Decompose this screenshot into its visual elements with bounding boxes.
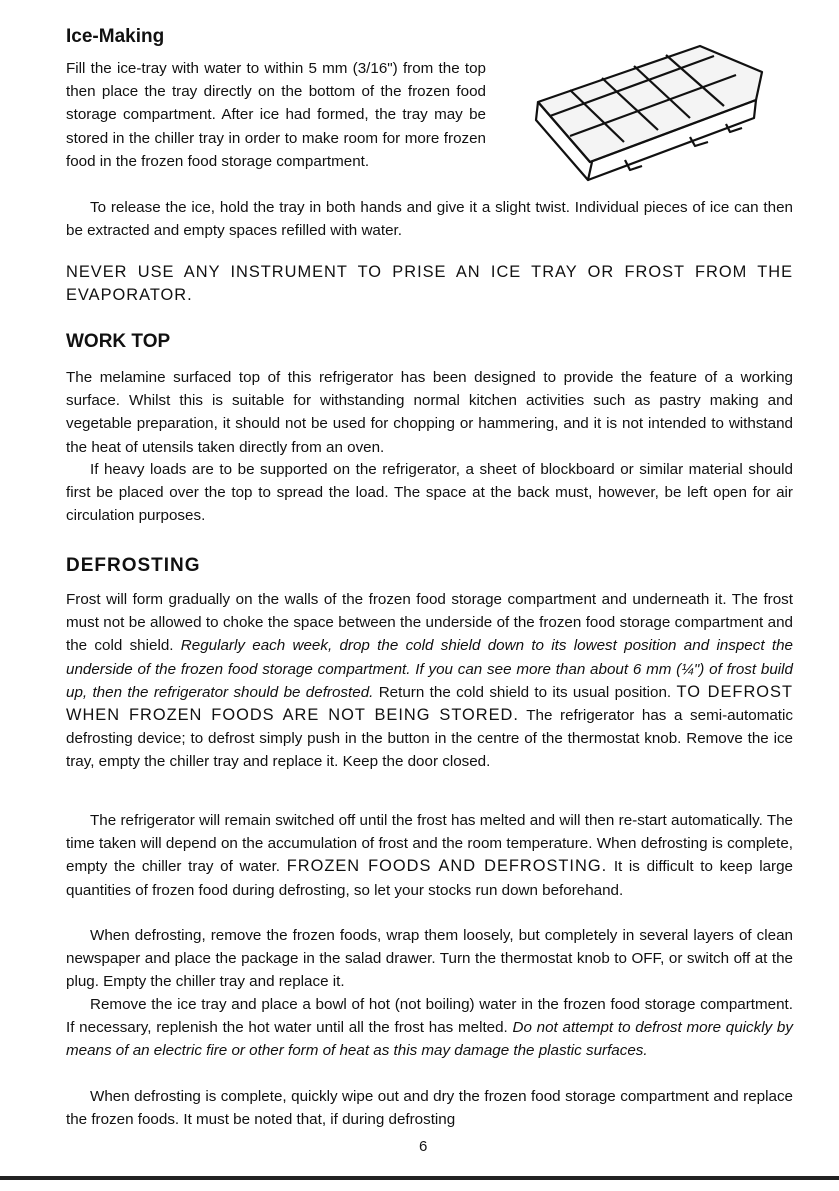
defrosting-p2-caps: FROZEN FOODS AND DEFROSTING. <box>286 857 608 876</box>
defrosting-p1-instruction: Regularly each week, drop the cold shield down to its lowest position and inspect the underside of the frozen food storage compartment. If you can see more than about 6 mm (¼") of frost build up, then the refrigerator should be defrosted. <box>66 637 793 701</box>
defrosting-p1-caps: TO DEFROST WHEN FROZEN FOODS ARE NOT BEING STORED. <box>66 682 793 725</box>
defrosting-paragraph-5: When defrosting is complete, quickly wipe out and dry the frozen food storage compartment and replace the frozen foods. It must be noted that, if during defrosting <box>66 1088 793 1129</box>
work-top-paragraph-1: The melamine surfaced top of this refrigerator has been designed to provide the feature of a working surface. Whilst this is suitable for withstanding normal kitchen activities such as pastry making and vegetable preparation, it should not be used for chopping or hammering, and it is not intended to withstand the heat of utensils taken directly from an oven. <box>66 369 793 456</box>
defrosting-paragraph-4 <box>66 993 793 1063</box>
defrosting-paragraph-2 <box>66 809 793 902</box>
ice-tray-icon <box>530 42 770 192</box>
ice-making-paragraph-2: To release the ice, hold the tray in both hands and give it a slight twist. Individual pieces of ice can then be extracted and empty spaces refilled with water. <box>66 199 793 240</box>
defrosting-heading: DEFROSTING <box>66 555 201 576</box>
defrosting-p4-caution: Do not attempt to defrost more quickly by means of an electric fire or other form of heat as this may damage the plastic surfaces. <box>66 1019 793 1060</box>
work-top-heading: WORK TOP <box>66 331 171 352</box>
ice-making-heading: Ice-Making <box>66 26 165 47</box>
defrosting-paragraph-1 <box>66 588 793 774</box>
defrosting-p1-return: Return the cold shield to its usual position. <box>378 683 672 701</box>
defrosting-p2-stocks: It is difficult to keep large quantities of frozen food during defrosting, so let your stocks run down beforehand. <box>66 858 793 899</box>
defrosting-p4-text: Remove the ice tray and place a bowl of hot (not boiling) water in the frozen food storage compartment. If necessary, replenish the hot water until all the frost has melted. <box>66 996 793 1037</box>
work-top-paragraph-2: If heavy loads are to be supported on the refrigerator, a sheet of blockboard or similar material should first be placed over the top to spread the load. The space at the back must, however, be left open for air circulation purposes. <box>66 461 793 525</box>
ice-making-paragraph-1: Fill the ice-tray with water to within 5 mm (3/16") from the top then place the tray directly on the bottom of the frozen food storage compartment. After ice had formed, the tray may be stored in the chiller tray in order to make room for more frozen food in the frozen food storage compartment. <box>66 60 486 170</box>
defrosting-paragraph-3: When defrosting, remove the frozen foods, wrap them loosely, but completely in several layers of clean newspaper and place the package in the salad drawer. Turn the thermostat knob to OFF, or switch off at the plug. Empty the chiller tray and replace it. <box>66 927 793 991</box>
defrosting-p1-device: The refrigerator has a semi-automatic defrosting device; to defrost simply push in the button in the centre of the thermostat knob. Remove the ice tray, empty the chiller tray and replace it. Keep the door closed. <box>66 707 793 771</box>
defrosting-p2-text: The refrigerator will remain switched off until the frost has melted and will then re-start automatically. The time taken will depend on the accumulation of frost and the room temperature. When defrosting is complete, empty the chiller tray of water. <box>66 812 793 876</box>
ice-making-warning: NEVER USE ANY INSTRUMENT TO PRISE AN ICE TRAY OR FROST FROM THE EVAPORATOR. <box>66 263 793 305</box>
bottom-rule <box>0 1176 839 1180</box>
page-number: 6 <box>419 1138 428 1155</box>
defrosting-p1-text: Frost will form gradually on the walls of the frozen food storage compartment and underneath it. The frost must not be allowed to choke the space between the underside of the frozen food storage compartment and the cold shield. <box>66 591 793 655</box>
